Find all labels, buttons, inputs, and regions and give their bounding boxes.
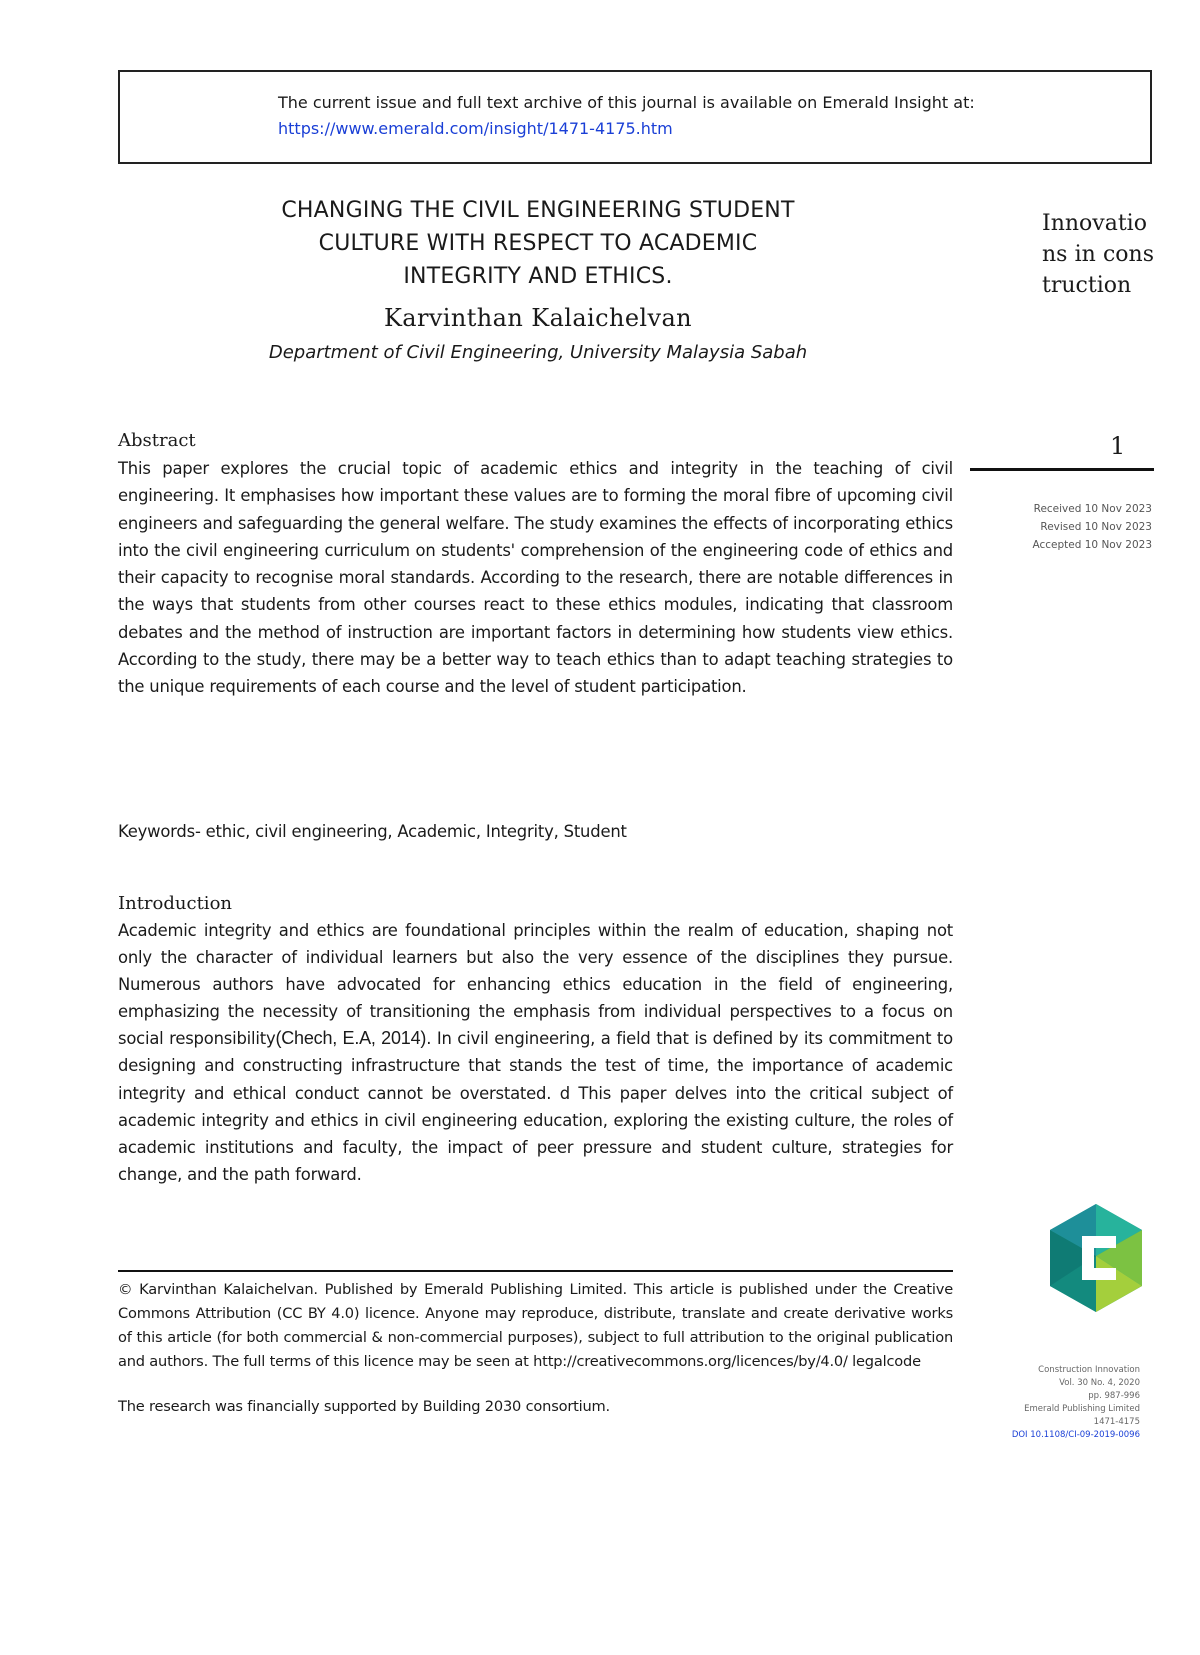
- article-title: [198, 194, 878, 293]
- received-date: Received 10 Nov 2023: [1033, 503, 1152, 515]
- intro-text-part: Academic integrity and ethics are foundational principles within the realm of education, shaping not only the character of individual learners but also the very essence of the disciplines they pursue. Numerous authors have advocated for enhancing ethics education in the field of engineering, emphasizing the necessity of transitioning the emphasis from individual perspectives to a focus on social responsibility: [118, 921, 953, 1049]
- pubinfo-line: Vol. 30 No. 4, 2020: [1059, 1378, 1140, 1388]
- page-number: 1: [1110, 432, 1126, 460]
- pubinfo-line: 1471-4175: [1093, 1417, 1140, 1427]
- journal-notice-text: The current issue and full text archive of this journal is available on Emerald Insight at:: [278, 93, 975, 112]
- journal-url-link[interactable]: https://www.emerald.com/insight/1471-4175.htm: [278, 119, 673, 138]
- journal-name: Innovations in construction: [1042, 211, 1154, 298]
- citation: (Chech, E.A, 2014): [275, 1028, 427, 1049]
- emerald-logo-icon: [1046, 1202, 1146, 1314]
- pubinfo-line: pp. 987-996: [1088, 1391, 1140, 1401]
- intro-text-part: . In civil engineering, a field that is defined by its commitment to designing and constructing infrastructure that stands the test of time, the importance of academic integrity and ethical conduct cannot be overstated. d This paper delves into the critical subject of academic integrity and ethics in civil engineering education, exploring the existing culture, the roles of academic institutions and faculty, the impact of peer pressure and student culture, strategies for change, and the path forward.: [118, 1029, 953, 1184]
- abstract-heading: Abstract: [118, 430, 196, 451]
- pubinfo-line: Emerald Publishing Limited: [1024, 1404, 1140, 1414]
- margin-divider: [970, 468, 1154, 471]
- article-dates: [990, 500, 1152, 554]
- footnote-divider: [118, 1270, 953, 1272]
- title-line: INTEGRITY AND ETHICS.: [403, 264, 673, 289]
- title-line: CHANGING THE CIVIL ENGINEERING STUDENT: [281, 198, 795, 223]
- journal-notice-box: [118, 70, 1152, 164]
- author-name: Karvinthan Kalaichelvan: [383, 304, 693, 332]
- keywords: Keywords- ethic, civil engineering, Academic, Integrity, Student: [118, 822, 627, 841]
- introduction-heading: Introduction: [118, 893, 232, 914]
- funding-note: The research was financially supported by Building 2030 consortium.: [118, 1398, 611, 1415]
- doi-link[interactable]: DOI 10.1108/CI-09-2019-0096: [1011, 1430, 1140, 1440]
- abstract-body: This paper explores the crucial topic of academic ethics and integrity in the teaching of civil engineering. It emphasises how important these values are to forming the moral fibre of upcoming civil engineers and safeguarding the general welfare. The study examines the effects of incorporating ethics into the civil engineering curriculum on students' comprehension of the engineering code of ethics and their capacity to recognise moral standards. According to the research, there are notable differences in the ways that students from other courses react to these ethics modules, indicating that classroom debates and the method of instruction are important factors in determining how students view ethics. According to the study, there may be a better way to teach ethics than to adapt teaching strategies to the unique requirements of each course and the level of student participation.: [118, 459, 953, 697]
- publication-info: [990, 1364, 1140, 1442]
- author-affiliation: Department of Civil Engineering, University Malaysia Sabah: [268, 342, 808, 363]
- revised-date: Revised 10 Nov 2023: [1040, 521, 1152, 533]
- license-footnote: © Karvinthan Kalaichelvan. Published by Emerald Publishing Limited. This article is published under the Creative Commons Attribution (CC BY 4.0) licence. Anyone may reproduce, distribute, translate and create derivative works of this article (for both commercial & non-commercial purposes), subject to full attribution to the original publication and authors. The full terms of this licence may be seen at http://creativecommons.org/licences/by/4.0/ legalcode: [118, 1281, 953, 1370]
- introduction-body: [118, 917, 953, 1188]
- title-line: CULTURE WITH RESPECT TO ACADEMIC: [318, 231, 758, 256]
- accepted-date: Accepted 10 Nov 2023: [1032, 539, 1152, 551]
- pubinfo-line: Construction Innovation: [1038, 1365, 1140, 1375]
